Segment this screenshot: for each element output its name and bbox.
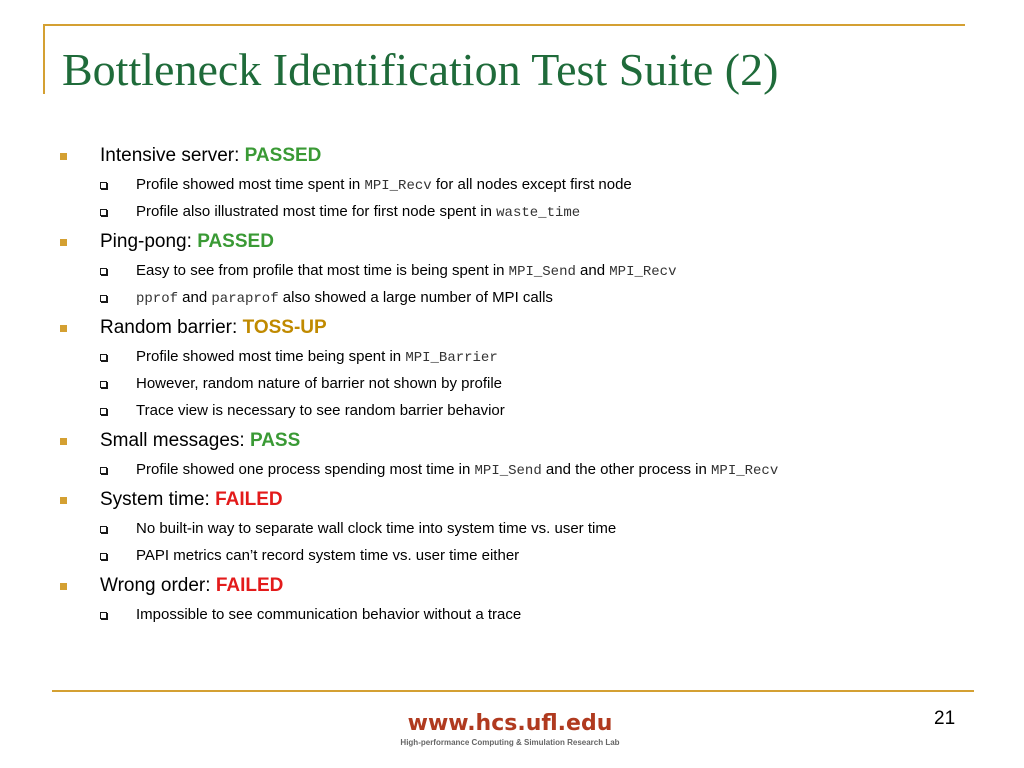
code-token: MPI_Recv xyxy=(609,264,677,280)
checkbox-bullet-icon xyxy=(100,553,107,560)
frame-top-rule xyxy=(43,24,965,26)
sub-text: Profile showed one process spending most time in xyxy=(136,461,475,478)
sub-text: and xyxy=(178,289,212,306)
square-bullet-icon xyxy=(60,153,67,160)
sub-text: Profile also illustrated most time for first node spent in xyxy=(136,203,497,220)
slide-title: Bottleneck Identification Test Suite (2) xyxy=(62,44,779,95)
sub-text: and the other process in xyxy=(541,461,712,478)
status-badge: PASS xyxy=(249,430,301,451)
checkbox-bullet-icon xyxy=(100,209,107,216)
frame-left-rule xyxy=(43,24,45,94)
checkbox-bullet-icon xyxy=(100,408,107,415)
bullet-label: Intensive server: xyxy=(100,145,245,166)
code-token: MPI_Recv xyxy=(711,463,779,479)
footer-url-link[interactable]: www.hcs.ufl.edu xyxy=(407,711,613,736)
page-number: 21 xyxy=(934,708,956,729)
checkbox-bullet-icon xyxy=(100,354,107,361)
code-token: pprof xyxy=(136,291,179,307)
code-token: paraprof xyxy=(211,291,279,307)
status-badge: FAILED xyxy=(215,575,284,596)
sub-text: for all nodes except first node xyxy=(431,176,632,193)
square-bullet-icon xyxy=(60,497,67,504)
sub-text: also showed a large number of MPI calls xyxy=(278,289,553,306)
checkbox-bullet-icon xyxy=(100,295,107,302)
checkbox-bullet-icon xyxy=(100,182,107,189)
checkbox-bullet-icon xyxy=(100,526,107,533)
sub-text: No built-in way to separate wall clock time into system time vs. user time xyxy=(136,520,617,537)
square-bullet-icon xyxy=(60,438,67,445)
code-token: MPI_Send xyxy=(508,264,576,280)
sub-text: and xyxy=(575,262,610,279)
status-badge: FAILED xyxy=(215,489,283,510)
sub-text: Profile showed most time spent in xyxy=(136,176,365,193)
code-token: waste_time xyxy=(496,205,581,221)
square-bullet-icon xyxy=(60,239,67,246)
bullet-label: System time: xyxy=(100,489,216,510)
bullet-label: Ping-pong: xyxy=(100,231,198,252)
code-token: MPI_Recv xyxy=(364,178,432,194)
status-badge: TOSS-UP xyxy=(242,317,327,338)
code-token: MPI_Send xyxy=(474,463,542,479)
sub-text: PAPI metrics can’t record system time vs. user time either xyxy=(136,547,520,564)
bullet-label: Random barrier: xyxy=(100,317,243,338)
bullet-label: Wrong order: xyxy=(100,575,216,596)
checkbox-bullet-icon xyxy=(100,612,107,619)
checkbox-bullet-icon xyxy=(100,268,107,275)
checkbox-bullet-icon xyxy=(100,467,107,474)
footer-lab-name: High-performance Computing & Simulation Research Lab xyxy=(400,738,620,747)
checkbox-bullet-icon xyxy=(100,381,107,388)
status-badge: PASSED xyxy=(244,145,322,166)
sub-text: Profile showed most time being spent in xyxy=(136,348,406,365)
status-badge: PASSED xyxy=(197,231,274,252)
sub-text: However, random nature of barrier not shown by profile xyxy=(136,375,503,392)
sub-text: Easy to see from profile that most time is being spent in xyxy=(136,262,509,279)
sub-text: Trace view is necessary to see random barrier behavior xyxy=(136,402,505,419)
sub-text: Impossible to see communication behavior without a trace xyxy=(136,606,522,623)
footer-rule xyxy=(52,690,974,692)
square-bullet-icon xyxy=(60,583,67,590)
bullet-label: Small messages: xyxy=(100,430,250,451)
square-bullet-icon xyxy=(60,325,67,332)
code-token: MPI_Barrier xyxy=(405,350,498,366)
